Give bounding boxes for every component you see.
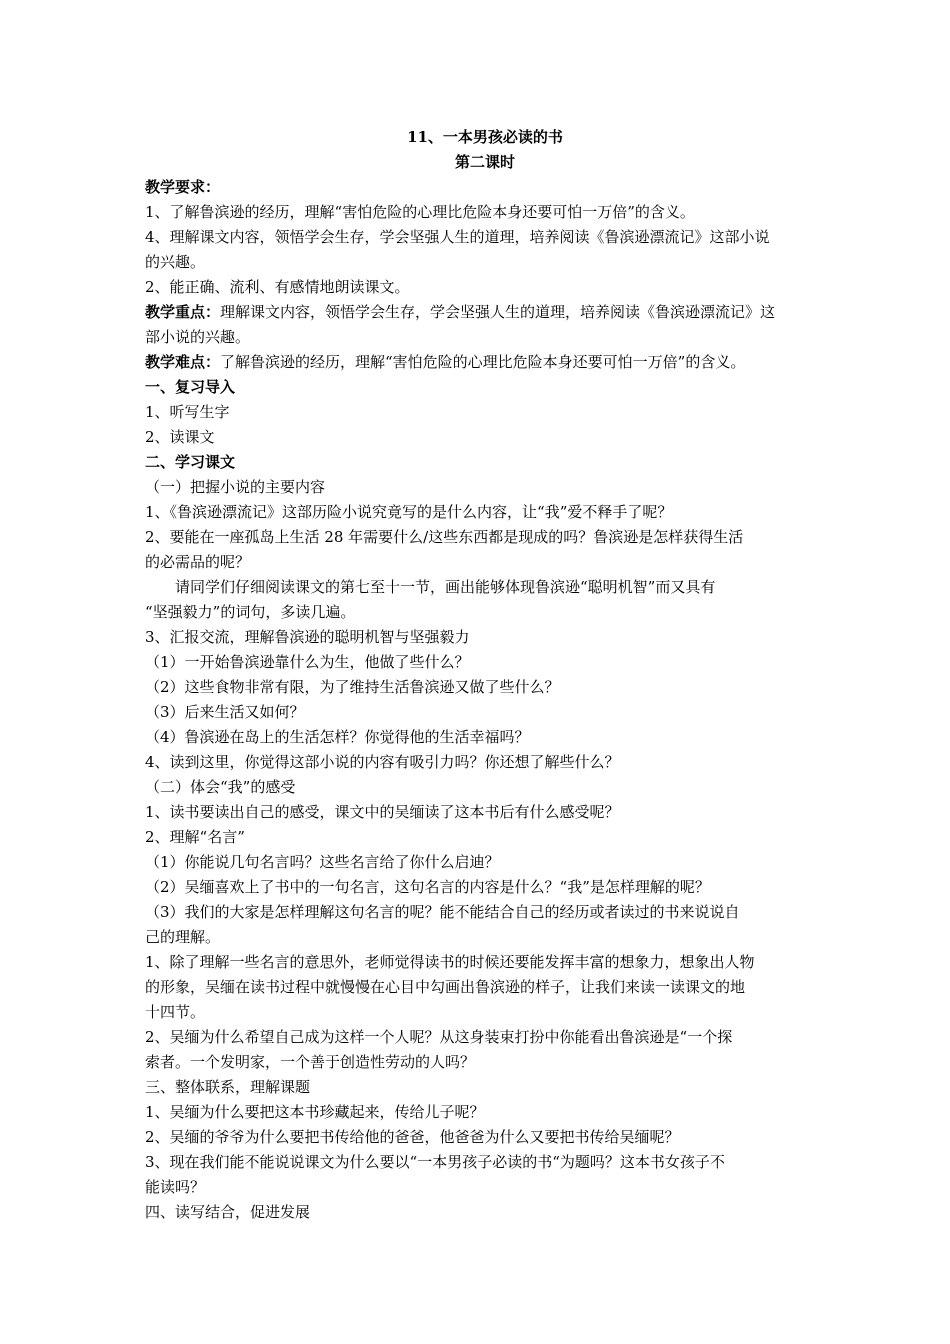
section-line: 3、现在我们能不能说说课文为什么要以“一本男孩子必读的书“为题吗？这本书女孩子不 <box>145 1153 725 1171</box>
section-item: 1、听写生字 <box>145 403 230 421</box>
section-line: （一）把握小说的主要内容 <box>145 478 326 496</box>
section-line: （4）鲁滨逊在岛上的生活怎样？你觉得他的生活幸福吗？ <box>145 728 530 746</box>
section-item: 2、读课文 <box>145 428 215 446</box>
section-line: 2、吴缅为什么希望自己成为这样一个人呢？从这身装束打扮中你能看出鲁滨逊是“一个探 <box>145 1028 733 1046</box>
section-line: 十四节。 <box>145 1003 206 1021</box>
section-indent-line: 请同学们仔细阅读课文的第七至十一节，画出能够体现鲁滨逊“聪明机智”而又具有 <box>175 578 716 596</box>
section-line: （3）我们的大家是怎样理解这句名言的呢？能不能结合自己的经历或者读过的书来说说自 <box>145 903 740 921</box>
section-line: 1、《鲁滨逊漂流记》这部历险小说究竟写的是什么内容，让“我”爱不释手了呢？ <box>145 503 673 521</box>
section-line: 己的理解。 <box>145 928 221 946</box>
section-line: 3、汇报交流，理解鲁滨逊的聪明机智与坚强毅力 <box>145 628 470 646</box>
section-line: （1）一开始鲁滨逊靠什么为生，他做了些什么？ <box>145 653 470 671</box>
requirement-item: 1、了解鲁滨逊的经历，理解“害怕危险的心理比危险本身还要可怕一万倍”的含义。 <box>145 203 695 221</box>
section-line: 1、读书要读出自己的感受，课文中的吴缅读了这本书后有什么感受呢？ <box>145 803 620 821</box>
section-heading: 一、复习导入 <box>145 378 236 396</box>
section-line: 的形象，吴缅在读书过程中就慢慢在心目中勾画出鲁滨逊的样子，让我们来读一读课文的地 <box>145 978 746 996</box>
section-line: （2）这些食物非常有限，为了维持生活鲁滨逊又做了些什么？ <box>145 678 560 696</box>
section-line: 1、吴缅为什么要把这本书珍藏起来，传给儿子呢？ <box>145 1103 485 1121</box>
section-line: 索者。一个发明家，一个善于创造性劳动的人吗？ <box>145 1053 476 1071</box>
requirement-item: 4、理解课文内容，领悟学会生存，学会坚强人生的道理，培养阅读《鲁滨逊漂流记》这部小说 <box>145 228 770 246</box>
difficulty <box>145 350 825 375</box>
requirement-item: 2、能正确、流利、有感情地朗读课文。 <box>145 278 410 296</box>
key-point-text: 理解课文内容，领悟学会生存，学会坚强人生的道理，培养阅读《鲁滨逊漂流记》这 <box>220 303 776 321</box>
section-line: 2、要能在一座孤岛上生活 28 年需要什么/这些东西都是现成的吗？鲁滨逊是怎样获得生活 <box>145 528 744 546</box>
section-line: 2、吴缅的爷爷为什么要把书传给他的爸爸，他爸爸为什么又要把书传给吴缅呢？ <box>145 1128 680 1146</box>
requirement-item: 的兴趣。 <box>145 253 206 271</box>
section-line: 1、除了理解一些名言的意思外，老师觉得读书的时候还要能发挥丰富的想象力，想象出人物 <box>145 953 755 971</box>
key-point-continued: 部小说的兴趣。 <box>145 328 251 346</box>
key-point <box>145 300 825 325</box>
difficulty-label: 教学难点： <box>145 353 221 371</box>
section-line: 能读吗？ <box>145 1178 206 1196</box>
document-page <box>145 125 825 1225</box>
difficulty-text: 了解鲁滨逊的经历，理解“害怕危险的心理比危险本身还要可怕一万倍”的含义。 <box>220 353 746 371</box>
requirements-heading: 教学要求： <box>145 178 221 196</box>
section-line: （2）吴缅喜欢上了书中的一句名言，这句名言的内容是什么？“我”是怎样理解的呢？ <box>145 878 710 896</box>
section-line: （3）后来生活又如何？ <box>145 703 305 721</box>
section-line: （二）体会“我”的感受 <box>145 778 296 796</box>
lesson-subtitle: 第二课时 <box>454 153 515 171</box>
lesson-title: 11、一本男孩必读的书 <box>407 128 563 146</box>
section-line: （1）你能说几句名言吗？这些名言给了你什么启迪？ <box>145 853 500 871</box>
section-heading: 二、学习课文 <box>145 453 236 471</box>
key-point-label: 教学重点： <box>145 303 221 321</box>
section-line: 4、读到这里，你觉得这部小说的内容有吸引力吗？你还想了解些什么？ <box>145 753 620 771</box>
section-heading: 三、整体联系，理解课题 <box>145 1078 311 1096</box>
section-indent-line: “坚强毅力”的词句，多读几遍。 <box>145 603 356 621</box>
section-heading: 四、读写结合，促进发展 <box>145 1203 311 1221</box>
section-line: 的必需品的呢？ <box>145 553 251 571</box>
section-line: 2、理解“名言” <box>145 828 245 846</box>
